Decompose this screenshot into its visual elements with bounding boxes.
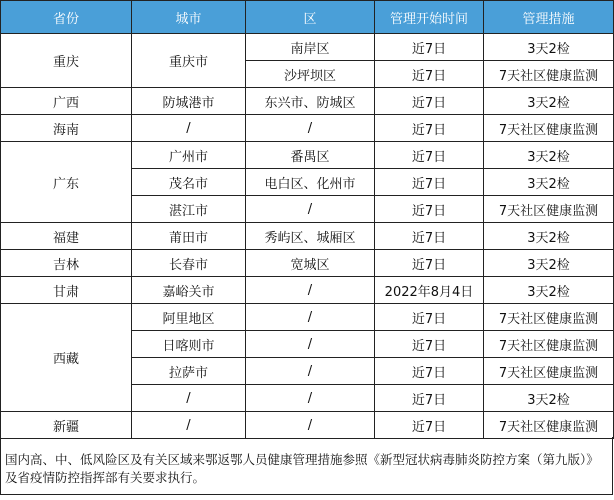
city-cell: /: [132, 385, 246, 412]
time-cell: 近7日: [375, 61, 484, 88]
time-cell: 近7日: [375, 412, 484, 439]
city-cell: 防城港市: [132, 88, 246, 115]
measure-cell: 7天社区健康监测: [484, 358, 614, 385]
measure-cell: 7天社区健康监测: [484, 115, 614, 142]
time-cell: 近7日: [375, 34, 484, 61]
district-cell: 沙坪坝区: [246, 61, 375, 88]
district-cell: 南岸区: [246, 34, 375, 61]
time-cell: 近7日: [375, 169, 484, 196]
province-cell: 吉林: [1, 250, 132, 277]
measure-cell: 3天2检: [484, 223, 614, 250]
district-cell: /: [246, 385, 375, 412]
table-row: [1, 277, 614, 304]
city-cell: 重庆市: [132, 34, 246, 88]
district-cell: 电白区、化州市: [246, 169, 375, 196]
province-cell: 重庆: [1, 34, 132, 88]
time-cell: 近7日: [375, 250, 484, 277]
province-cell: 福建: [1, 223, 132, 250]
time-cell: 近7日: [375, 223, 484, 250]
time-cell: 近7日: [375, 358, 484, 385]
measure-cell: 3天2检: [484, 34, 614, 61]
city-cell: /: [132, 412, 246, 439]
city-cell: 广州市: [132, 142, 246, 169]
district-cell: 东兴市、防城区: [246, 88, 375, 115]
city-cell: 阿里地区: [132, 304, 246, 331]
city-cell: 日喀则市: [132, 331, 246, 358]
table-row: [1, 223, 614, 250]
district-cell: /: [246, 304, 375, 331]
table-row: [1, 412, 614, 439]
measure-cell: 3天2检: [484, 169, 614, 196]
city-cell: 拉萨市: [132, 358, 246, 385]
city-cell: 湛江市: [132, 196, 246, 223]
province-cell: 甘肃: [1, 277, 132, 304]
time-cell: 近7日: [375, 88, 484, 115]
measure-cell: 7天社区健康监测: [484, 61, 614, 88]
city-cell: 茂名市: [132, 169, 246, 196]
header-start-time: 管理开始时间: [375, 1, 484, 34]
province-cell: 新疆: [1, 412, 132, 439]
city-cell: 长春市: [132, 250, 246, 277]
header-city: 城市: [132, 1, 246, 34]
district-cell: /: [246, 115, 375, 142]
district-cell: /: [246, 358, 375, 385]
footnote: 国内高、中、低风险区及有关区域来鄂返鄂人员健康管理措施参照《新型冠状病毒肺炎防控方案（第九版）》及省疫情防控指挥部有关要求执行。: [0, 437, 613, 495]
table-row: [1, 115, 614, 142]
province-cell: 广西: [1, 88, 132, 115]
district-cell: 番禺区: [246, 142, 375, 169]
province-cell: 广东: [1, 142, 132, 223]
measure-cell: 7天社区健康监测: [484, 196, 614, 223]
table-row: [1, 250, 614, 277]
table-row: [1, 34, 614, 61]
city-cell: /: [132, 115, 246, 142]
measure-cell: 7天社区健康监测: [484, 304, 614, 331]
province-cell: 海南: [1, 115, 132, 142]
measure-cell: 3天2检: [484, 250, 614, 277]
time-cell: 2022年8月4日: [375, 277, 484, 304]
header-district: 区: [246, 1, 375, 34]
district-cell: 秀屿区、城厢区: [246, 223, 375, 250]
header-province: 省份: [1, 1, 132, 34]
measure-cell: 7天社区健康监测: [484, 412, 614, 439]
time-cell: 近7日: [375, 196, 484, 223]
time-cell: 近7日: [375, 331, 484, 358]
measure-cell: 3天2检: [484, 88, 614, 115]
district-cell: 宽城区: [246, 250, 375, 277]
city-cell: 莆田市: [132, 223, 246, 250]
district-cell: /: [246, 277, 375, 304]
table-row: [1, 88, 614, 115]
measure-cell: 7天社区健康监测: [484, 331, 614, 358]
city-cell: 嘉峪关市: [132, 277, 246, 304]
time-cell: 近7日: [375, 304, 484, 331]
table-row: [1, 304, 614, 331]
time-cell: 近7日: [375, 385, 484, 412]
measure-cell: 3天2检: [484, 385, 614, 412]
measure-cell: 3天2检: [484, 277, 614, 304]
district-cell: /: [246, 196, 375, 223]
time-cell: 近7日: [375, 115, 484, 142]
table-row: [1, 142, 614, 169]
time-cell: 近7日: [375, 142, 484, 169]
table-header-row: [1, 1, 614, 34]
province-cell: 西藏: [1, 304, 132, 412]
header-measure: 管理措施: [484, 1, 614, 34]
measure-cell: 3天2检: [484, 142, 614, 169]
district-cell: /: [246, 412, 375, 439]
district-cell: /: [246, 331, 375, 358]
